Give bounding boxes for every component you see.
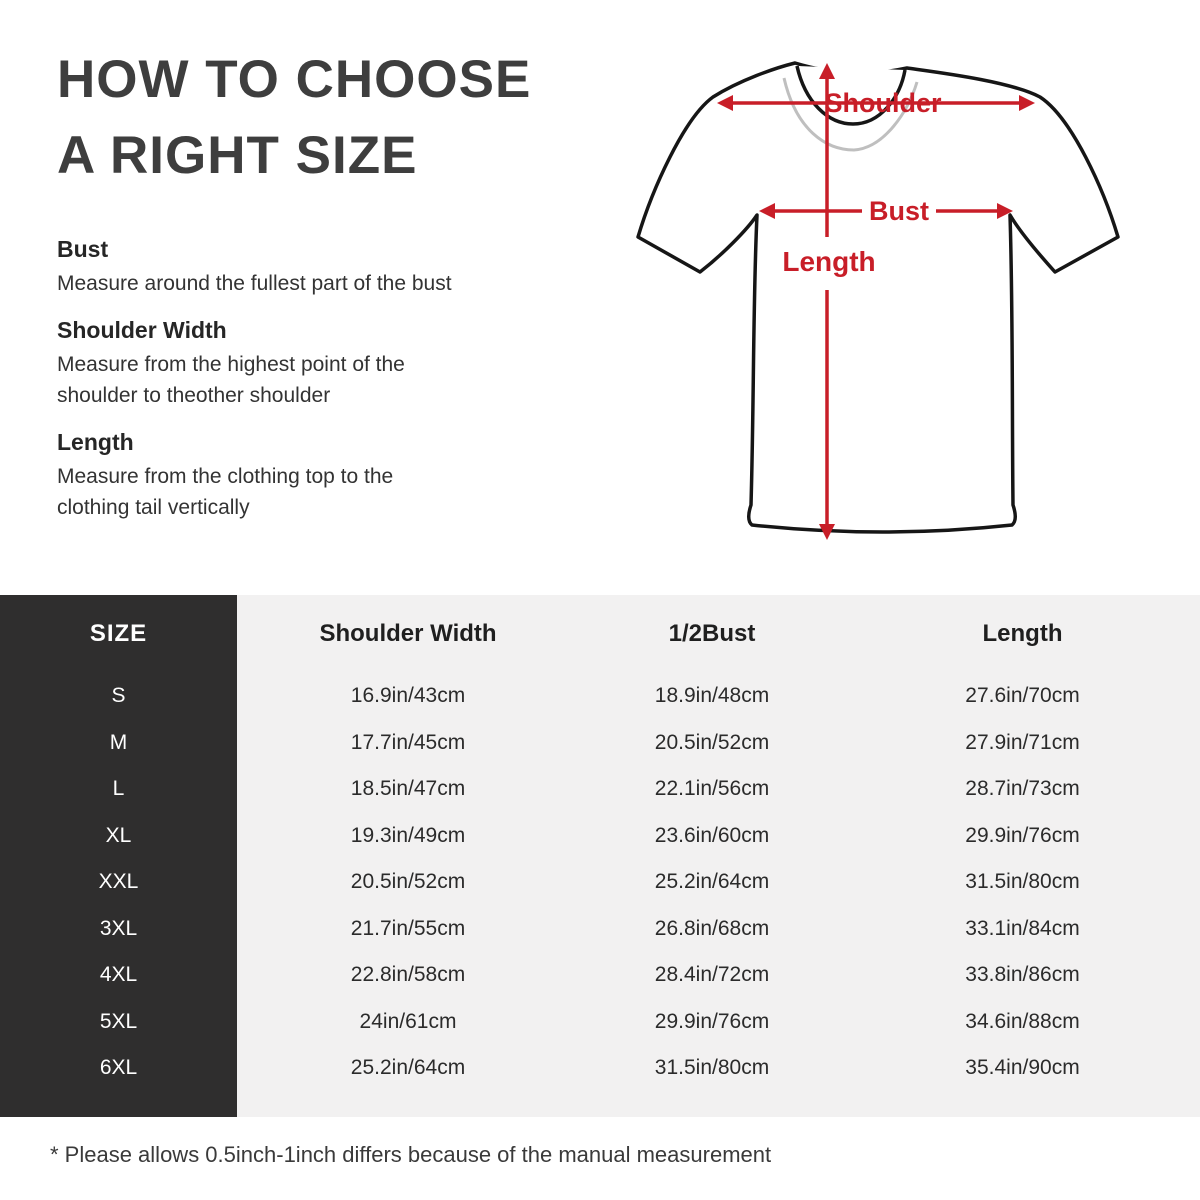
shoulder-value: 24in/61cm [237, 999, 579, 1046]
length-value: 29.9in/76cm [845, 813, 1200, 860]
table-row-l [0, 766, 1200, 813]
halfbust-value: 23.6in/60cm [579, 813, 845, 860]
measurement-instructions [57, 233, 557, 538]
page-title-line1: HOW TO CHOOSE [57, 50, 532, 109]
instruction-heading: Length [57, 429, 134, 455]
halfbust-value: 31.5in/80cm [579, 1045, 845, 1092]
halfbust-value: 28.4in/72cm [579, 952, 845, 999]
size-label: 3XL [0, 906, 237, 953]
page-title [57, 42, 531, 194]
shoulder-value: 25.2in/64cm [237, 1045, 579, 1092]
table-row-3xl [0, 906, 1200, 953]
instruction-text: Measure around the fullest part of the bust [57, 272, 452, 295]
table-bottom-filler [0, 1092, 1200, 1118]
instruction-text: Measure from the clothing top to the clothing tail vertically [57, 465, 394, 519]
length-label: Length [782, 246, 876, 277]
length-value: 27.6in/70cm [845, 673, 1200, 720]
length-value: 27.9in/71cm [845, 720, 1200, 767]
halfbust-value: 26.8in/68cm [579, 906, 845, 953]
shoulder-value: 20.5in/52cm [237, 859, 579, 906]
table-row-5xl [0, 999, 1200, 1046]
length-value: 33.1in/84cm [845, 906, 1200, 953]
halfbust-value: 25.2in/64cm [579, 859, 845, 906]
column-header-size: SIZE [0, 595, 237, 673]
size-label: 5XL [0, 999, 237, 1046]
table-row-xl [0, 813, 1200, 860]
table-row-4xl [0, 952, 1200, 999]
instruction-shoulder-width [57, 314, 557, 411]
size-label: 6XL [0, 1045, 237, 1092]
table-row-6xl [0, 1045, 1200, 1092]
size-label: M [0, 720, 237, 767]
halfbust-value: 20.5in/52cm [579, 720, 845, 767]
instruction-heading: Bust [57, 236, 109, 262]
column-header-shoulder: Shoulder Width [237, 595, 579, 673]
table-row-s [0, 673, 1200, 720]
table-row-m [0, 720, 1200, 767]
size-label: XL [0, 813, 237, 860]
length-value: 31.5in/80cm [845, 859, 1200, 906]
shoulder-value: 21.7in/55cm [237, 906, 579, 953]
shoulder-value: 17.7in/45cm [237, 720, 579, 767]
tshirt-outline [638, 63, 1118, 532]
shoulder-value: 18.5in/47cm [237, 766, 579, 813]
length-value: 28.7in/73cm [845, 766, 1200, 813]
size-label: S [0, 673, 237, 720]
size-label: L [0, 766, 237, 813]
column-header-length: Length [845, 595, 1200, 673]
size-table [0, 595, 1200, 1117]
halfbust-value: 18.9in/48cm [579, 673, 845, 720]
shoulder-value: 22.8in/58cm [237, 952, 579, 999]
shoulder-label: Shoulder [824, 88, 942, 118]
size-table-header-row [0, 595, 1200, 673]
shoulder-value: 19.3in/49cm [237, 813, 579, 860]
page-title-line2: A RIGHT SIZE [57, 126, 418, 185]
length-value: 33.8in/86cm [845, 952, 1200, 999]
tshirt-measurement-diagram [600, 0, 1200, 600]
length-value: 35.4in/90cm [845, 1045, 1200, 1092]
halfbust-value: 29.9in/76cm [579, 999, 845, 1046]
length-value: 34.6in/88cm [845, 999, 1200, 1046]
size-label: XXL [0, 859, 237, 906]
column-header-halfbust: 1/2Bust [579, 595, 845, 673]
halfbust-value: 22.1in/56cm [579, 766, 845, 813]
instruction-heading: Shoulder Width [57, 317, 227, 343]
instruction-text: Measure from the highest point of the shoulder to theother shoulder [57, 353, 405, 407]
table-row-xxl [0, 859, 1200, 906]
instruction-bust [57, 233, 557, 299]
size-label: 4XL [0, 952, 237, 999]
bust-label: Bust [869, 196, 929, 226]
shoulder-value: 16.9in/43cm [237, 673, 579, 720]
instruction-length [57, 426, 557, 523]
measurement-disclaimer: * Please allows 0.5inch-1inch differs because of the manual measurement [50, 1142, 772, 1167]
